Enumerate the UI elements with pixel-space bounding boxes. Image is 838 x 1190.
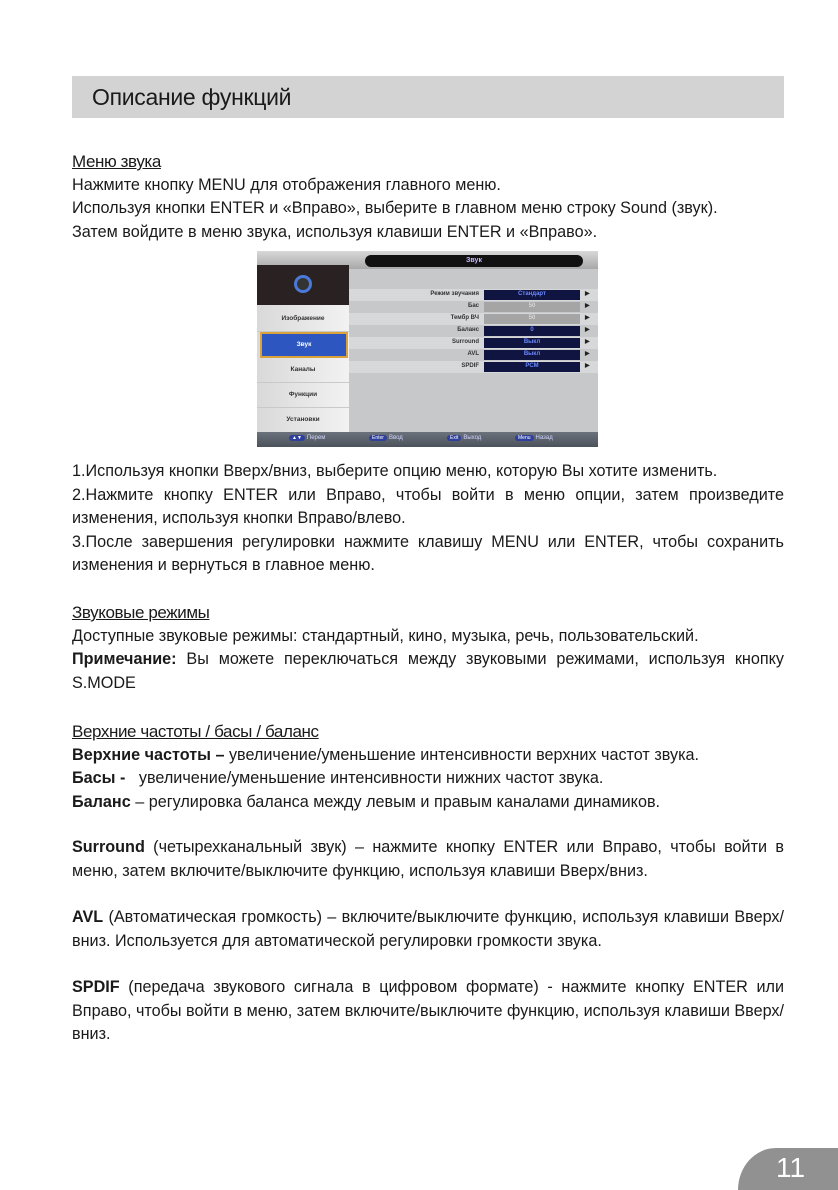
bass-item: Басы - увеличение/уменьшение интенсивности нижних частот звука. xyxy=(72,769,604,787)
hint-back: Menu Назад xyxy=(515,435,553,441)
hint-enter: Enter Ввод xyxy=(369,435,403,441)
spdif-value: PCM xyxy=(484,362,580,372)
sound-modes-section xyxy=(72,601,784,695)
surround-section: Surround (четырехканальный звук) – нажмите кнопку ENTER или Вправо, чтобы войти в меню, затем включите/выключите функцию, используя клавиши Вверх/вниз. xyxy=(72,838,784,880)
treble-item: Верхние частоты – увеличение/уменьшение интенсивности верхних частот звука. xyxy=(72,745,700,764)
exit-key-icon: Exit xyxy=(447,435,461,441)
speaker-icon xyxy=(257,265,349,305)
sound-modes-heading: Звуковые режимы xyxy=(72,603,210,622)
tv-sidebar-item-picture[interactable]: Изображение xyxy=(257,307,349,332)
balance-item: Баланс – регулировка баланса между левым и правым каналами динамиков. xyxy=(72,792,661,811)
treble-value: 50 xyxy=(484,314,580,324)
enter-key-icon: Enter xyxy=(369,435,387,441)
sound-menu-section xyxy=(72,150,784,244)
tv-row-bass[interactable]: Бас 50 ▶ xyxy=(349,301,598,313)
sound-menu-heading: Меню звука xyxy=(72,152,161,171)
treble-bass-balance-section xyxy=(72,720,784,814)
arrow-right-icon: ▶ xyxy=(585,351,590,357)
arrow-right-icon: ▶ xyxy=(585,363,590,369)
sound-modes-note: Примечание: Вы можете переключаться между звуковыми режимами, используя кнопку S.MODE xyxy=(72,650,784,692)
paragraph-line: Используя кнопки ENTER и «Вправо», выберите в главном меню строку Sound (звук). xyxy=(72,199,718,217)
avl-value: Выкл xyxy=(484,350,580,360)
paragraph-line: Нажмите кнопку MENU для отображения главного меню. xyxy=(72,175,501,194)
hint-move: ▲▼ Перем xyxy=(289,435,325,441)
tv-sidebar-item-channels[interactable]: Каналы xyxy=(257,358,349,383)
tv-row-sound-mode[interactable]: Режим звучания Стандарт ▶ xyxy=(349,289,598,301)
arrow-right-icon: ▶ xyxy=(585,339,590,345)
tv-row-spdif[interactable]: SPDIF PCM ▶ xyxy=(349,361,598,373)
sound-mode-value: Стандарт xyxy=(484,290,580,300)
arrow-right-icon: ▶ xyxy=(585,303,590,309)
arrow-right-icon: ▶ xyxy=(585,291,590,297)
tv-sidebar xyxy=(257,265,349,432)
page-title: Описание функций xyxy=(92,84,292,110)
bass-value: 50 xyxy=(484,302,580,312)
steps-section xyxy=(72,460,784,578)
avl-section: AVL (Автоматическая громкость) – включите/выключите функцию, используя клавиши Вверх/вниз. Используется для автоматической регулировки громкости звука. xyxy=(72,908,784,950)
tv-sound-menu-screenshot xyxy=(257,251,598,447)
tv-sidebar-item-sound[interactable]: Звук xyxy=(260,332,348,358)
tv-settings-list xyxy=(349,269,598,432)
paragraph-line: Затем войдите в меню звука, используя клавиши ENTER и «Вправо». xyxy=(72,222,598,241)
treble-bass-balance-heading: Верхние частоты / басы / баланс xyxy=(72,722,319,741)
arrow-right-icon: ▶ xyxy=(585,315,590,321)
tv-row-treble[interactable]: Тембр ВЧ 50 ▶ xyxy=(349,313,598,325)
tv-row-avl[interactable]: AVL Выкл ▶ xyxy=(349,349,598,361)
step-2: 2.Нажмите кнопку ENTER или Вправо, чтобы войти в меню опции, затем произведите изменения, используя кнопки Вправо/влево. xyxy=(72,485,784,527)
tv-row-surround[interactable]: Surround Выкл ▶ xyxy=(349,337,598,349)
menu-key-icon: Menu xyxy=(515,435,534,441)
page-number: 11 xyxy=(776,1152,806,1183)
tv-footer-hints xyxy=(257,432,598,447)
tv-sidebar-item-settings[interactable]: Установки xyxy=(257,408,349,433)
step-3: 3.После завершения регулировки нажмите клавишу MENU или ENTER, чтобы сохранить изменения и вернуться в главное меню. xyxy=(72,532,784,574)
step-1: 1.Используя кнопки Вверх/вниз, выберите опцию меню, которую Вы хотите изменить. xyxy=(72,462,718,480)
tv-sidebar-item-functions[interactable]: Функции xyxy=(257,383,349,408)
section-header-bar xyxy=(72,76,784,118)
sound-modes-text: Доступные звуковые режимы: стандартный, кино, музыка, речь, пользовательский. xyxy=(72,626,699,645)
up-down-key-icon: ▲▼ xyxy=(289,435,305,441)
spdif-section: SPDIF (передача звукового сигнала в цифровом формате) - нажмите кнопку ENTER или Вправо, чтобы войти в меню, затем включите/выключите функцию, используя клавиши Вверх/вниз. xyxy=(72,978,784,1043)
arrow-right-icon: ▶ xyxy=(585,327,590,333)
tv-row-balance[interactable]: Баланс 0 ▶ xyxy=(349,325,598,337)
balance-value: 0 xyxy=(484,326,580,336)
page-number-tab xyxy=(738,1148,838,1190)
surround-value: Выкл xyxy=(484,338,580,348)
tv-menu-title: Звук xyxy=(365,255,583,267)
hint-exit: Exit Выход xyxy=(447,435,481,441)
